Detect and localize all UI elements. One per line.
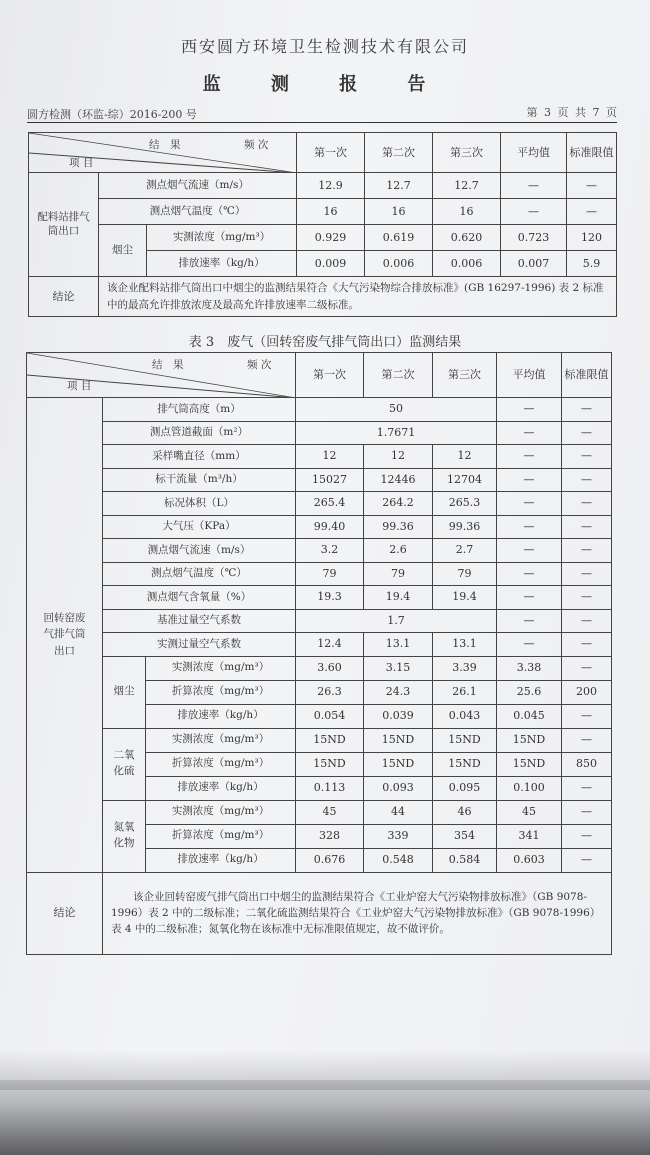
cell-value: — <box>567 173 617 199</box>
cell-value: — <box>562 398 612 422</box>
cell-value: 354 <box>433 824 497 848</box>
cell-value: — <box>497 421 562 445</box>
row-label: 测点烟气温度（℃） <box>99 199 297 225</box>
cell-value: — <box>501 199 567 225</box>
cell-value: 5.9 <box>567 251 617 277</box>
table-row <box>27 492 612 516</box>
row-label: 排放速率（kg/h） <box>146 704 296 728</box>
cell-value: 265.4 <box>296 492 364 516</box>
cell-value: 120 <box>567 225 617 251</box>
col-header: 标准限值 <box>562 353 612 398</box>
cell-value: 44 <box>364 800 433 824</box>
cell-value: 26.3 <box>296 680 364 704</box>
conclusion-row <box>27 872 612 954</box>
cell-value: 0.054 <box>296 704 364 728</box>
row-label: 测点烟气温度（℃） <box>103 562 296 586</box>
cell-value: 15ND <box>433 752 497 776</box>
cell-value: — <box>562 728 612 752</box>
table-batching-station <box>28 132 617 317</box>
table-row <box>29 225 617 251</box>
row-label: 排放速率（kg/h） <box>146 848 296 872</box>
merged-value: 1.7671 <box>296 421 497 445</box>
company-name: 西安圆方环境卫生检测技术有限公司 <box>180 37 469 56</box>
cell-value: — <box>562 824 612 848</box>
row-label: 测点管道截面（m²） <box>103 421 296 445</box>
cell-value: — <box>562 492 612 516</box>
cell-value: 15ND <box>497 728 562 752</box>
col-header: 第二次 <box>364 353 433 398</box>
row-label: 标干流量（m³/h） <box>103 468 296 492</box>
row-label: 测点烟气含氧量（%） <box>103 586 296 610</box>
cell-value: — <box>562 704 612 728</box>
diagonal-header-cell <box>29 133 297 173</box>
cell-value: 15ND <box>364 728 433 752</box>
group-label: 回转窑废气排气筒出口 <box>27 398 103 873</box>
cell-value: 0.009 <box>297 251 365 277</box>
table-row <box>27 539 612 563</box>
cell-value: 2.6 <box>364 539 433 563</box>
cell-value: 0.723 <box>501 225 567 251</box>
cell-value: — <box>562 586 612 610</box>
cell-value: 0.045 <box>497 704 562 728</box>
row-label: 实测浓度（mg/m³） <box>146 656 296 680</box>
row-label: 实测过量空气系数 <box>103 633 296 657</box>
cell-value: — <box>497 633 562 657</box>
cell-value: — <box>497 468 562 492</box>
cell-value: 0.007 <box>501 251 567 277</box>
cell-value: 15ND <box>364 752 433 776</box>
report-title: 监 测 报 告 <box>202 74 448 95</box>
cell-value: 0.929 <box>297 225 365 251</box>
table3-caption: 表 3 废气（回转窑废气排气筒出口）监测结果 <box>188 335 462 350</box>
cell-value: — <box>562 468 612 492</box>
pollutant-label: 烟尘 <box>103 656 146 728</box>
cell-value: 3.15 <box>364 656 433 680</box>
cell-value: — <box>562 421 612 445</box>
cell-value: 0.043 <box>433 704 497 728</box>
cell-value: 45 <box>497 800 562 824</box>
cell-value: — <box>567 199 617 225</box>
row-label: 采样嘴直径（mm） <box>103 445 296 469</box>
cell-value: 339 <box>364 824 433 848</box>
table-row <box>29 199 617 225</box>
cell-value: — <box>497 445 562 469</box>
cell-value: — <box>497 515 562 539</box>
cell-value: 264.2 <box>364 492 433 516</box>
cell-value: 12 <box>433 445 497 469</box>
conclusion-label: 结论 <box>29 277 99 317</box>
row-label: 测点烟气流速（m/s） <box>103 539 296 563</box>
cell-value: 45 <box>296 800 364 824</box>
cell-value: 99.40 <box>296 515 364 539</box>
col-header: 第一次 <box>297 133 365 173</box>
cell-value: 15ND <box>296 752 364 776</box>
cell-value: 265.3 <box>433 492 497 516</box>
pollutant-label: 二氧化硫 <box>103 728 146 800</box>
cell-value: 850 <box>562 752 612 776</box>
diag-freq-label: 频 次 <box>244 139 269 151</box>
cell-value: — <box>562 656 612 680</box>
cell-value: 0.095 <box>433 776 497 800</box>
cell-value: 0.039 <box>364 704 433 728</box>
row-label: 实测浓度（mg/m³） <box>146 728 296 752</box>
report-number: 圆方检测（环监-综）2016-200 号 <box>27 108 197 121</box>
diag-item-label: 项 目 <box>69 157 94 169</box>
col-header: 平均值 <box>497 353 562 398</box>
row-label: 基准过量空气系数 <box>103 609 296 633</box>
table-header-row <box>29 133 617 173</box>
cell-value: 0.113 <box>296 776 364 800</box>
cell-value: — <box>562 539 612 563</box>
merged-value: 1.7 <box>296 609 497 633</box>
cell-value: 0.093 <box>364 776 433 800</box>
cell-value: 12.7 <box>433 173 501 199</box>
cell-value: — <box>562 515 612 539</box>
row-label: 实测浓度（mg/m³） <box>146 800 296 824</box>
conclusion-row <box>29 277 617 317</box>
cell-value: 13.1 <box>364 633 433 657</box>
cell-value: 15027 <box>296 468 364 492</box>
table-row <box>27 586 612 610</box>
cell-value: 0.619 <box>365 225 433 251</box>
table-row <box>27 421 612 445</box>
cell-value: 79 <box>433 562 497 586</box>
table-header-row <box>27 353 612 398</box>
page-shadow <box>0 1050 650 1090</box>
table-rotary-kiln <box>26 352 612 955</box>
cell-value: 3.2 <box>296 539 364 563</box>
cell-value: — <box>497 609 562 633</box>
cell-value: 99.36 <box>433 515 497 539</box>
diag-results-label: 结 果 <box>149 139 181 151</box>
row-label: 标况体积（L） <box>103 492 296 516</box>
cell-value: 12446 <box>364 468 433 492</box>
cell-value: — <box>562 776 612 800</box>
cell-value: 12.9 <box>297 173 365 199</box>
col-header: 标准限值 <box>567 133 617 173</box>
cell-value: 16 <box>297 199 365 225</box>
cell-value: — <box>501 173 567 199</box>
cell-value: 3.39 <box>433 656 497 680</box>
cell-value: 0.100 <box>497 776 562 800</box>
row-label: 大气压（KPa） <box>103 515 296 539</box>
cell-value: 2.7 <box>433 539 497 563</box>
row-label: 折算浓度（mg/m³） <box>146 752 296 776</box>
cell-value: 12 <box>296 445 364 469</box>
cell-value: — <box>497 539 562 563</box>
row-label: 实测浓度（mg/m³） <box>147 225 297 251</box>
conclusion-text: 该企业回转窑废气排气筒出口中烟尘的监测结果符合《工业炉窑大气污染物排放标准》（GB 9078-1996）表 2 中的二级标准；二氧化硫监测结果符合《工业炉窑大气污染物排放标准》（GB 9078-1996）表 4 中的二级标准；氮氧化物在该标准中无标准限值规定，故不做评价。 <box>103 872 612 954</box>
row-label: 折算浓度（mg/m³） <box>146 824 296 848</box>
cell-value: 15ND <box>433 728 497 752</box>
page-number: 第 3 页 共 7 页 <box>526 106 617 119</box>
cell-value: 25.6 <box>497 680 562 704</box>
header-rule <box>27 122 617 123</box>
row-label: 排放速率（kg/h） <box>146 776 296 800</box>
table-row <box>27 633 612 657</box>
group-label: 配料站排气筒出口 <box>29 173 99 277</box>
table-row <box>27 398 612 422</box>
pollutant-label: 烟尘 <box>99 225 147 277</box>
cell-value: — <box>497 398 562 422</box>
merged-value: 50 <box>296 398 497 422</box>
table-row <box>27 445 612 469</box>
table-row <box>27 468 612 492</box>
row-label: 排气筒高度（m） <box>103 398 296 422</box>
cell-value: 0.620 <box>433 225 501 251</box>
cell-value: 0.548 <box>364 848 433 872</box>
col-header: 第二次 <box>365 133 433 173</box>
conclusion-label: 结论 <box>27 872 103 954</box>
diag-results-label: 结 果 <box>152 359 184 371</box>
conclusion-text: 该企业配料站排气筒出口中烟尘的监测结果符合《大气污染物综合排放标准》(GB 16297-1996) 表 2 标准中的最高允许排放浓度及最高允许排放速率二级标准。 <box>99 277 617 317</box>
cell-value: 0.676 <box>296 848 364 872</box>
cell-value: — <box>562 609 612 633</box>
diag-freq-label: 频 次 <box>247 359 272 371</box>
table-row <box>29 173 617 199</box>
cell-value: — <box>497 492 562 516</box>
cell-value: 79 <box>296 562 364 586</box>
cell-value: 19.4 <box>364 586 433 610</box>
pollutant-label: 氮氧化物 <box>103 800 146 872</box>
cell-value: 12704 <box>433 468 497 492</box>
row-label: 测点烟气流速（m/s） <box>99 173 297 199</box>
cell-value: 13.1 <box>433 633 497 657</box>
cell-value: 19.4 <box>433 586 497 610</box>
cell-value: 200 <box>562 680 612 704</box>
cell-value: 328 <box>296 824 364 848</box>
cell-value: 99.36 <box>364 515 433 539</box>
cell-value: — <box>497 562 562 586</box>
cell-value: — <box>562 800 612 824</box>
cell-value: 15ND <box>296 728 364 752</box>
cell-value: 26.1 <box>433 680 497 704</box>
cell-value: 0.006 <box>365 251 433 277</box>
cell-value: 46 <box>433 800 497 824</box>
col-header: 第一次 <box>296 353 364 398</box>
cell-value: — <box>562 848 612 872</box>
cell-value: 0.584 <box>433 848 497 872</box>
cell-value: 12.7 <box>365 173 433 199</box>
cell-value: 0.603 <box>497 848 562 872</box>
table-row <box>27 562 612 586</box>
table-row <box>27 515 612 539</box>
cell-value: 3.60 <box>296 656 364 680</box>
table-row <box>27 800 612 824</box>
cell-value: — <box>562 562 612 586</box>
cell-value: — <box>562 445 612 469</box>
cell-value: 3.38 <box>497 656 562 680</box>
diag-item-label: 项 目 <box>67 380 92 392</box>
cell-value: 12.4 <box>296 633 364 657</box>
cell-value: 24.3 <box>364 680 433 704</box>
cell-value: 341 <box>497 824 562 848</box>
cell-value: — <box>562 633 612 657</box>
row-label: 折算浓度（mg/m³） <box>146 680 296 704</box>
col-header: 第三次 <box>433 353 497 398</box>
cell-value: 79 <box>364 562 433 586</box>
diagonal-header-cell <box>27 353 296 398</box>
cell-value: 16 <box>365 199 433 225</box>
cell-value: 16 <box>433 199 501 225</box>
table-row <box>27 609 612 633</box>
table-row <box>27 728 612 752</box>
cell-value: 19.3 <box>296 586 364 610</box>
row-label: 排放速率（kg/h） <box>147 251 297 277</box>
cell-value: 15ND <box>497 752 562 776</box>
cell-value: 12 <box>364 445 433 469</box>
cell-value: 0.006 <box>433 251 501 277</box>
col-header: 第三次 <box>433 133 501 173</box>
table-row <box>27 656 612 680</box>
col-header: 平均值 <box>501 133 567 173</box>
cell-value: — <box>497 586 562 610</box>
